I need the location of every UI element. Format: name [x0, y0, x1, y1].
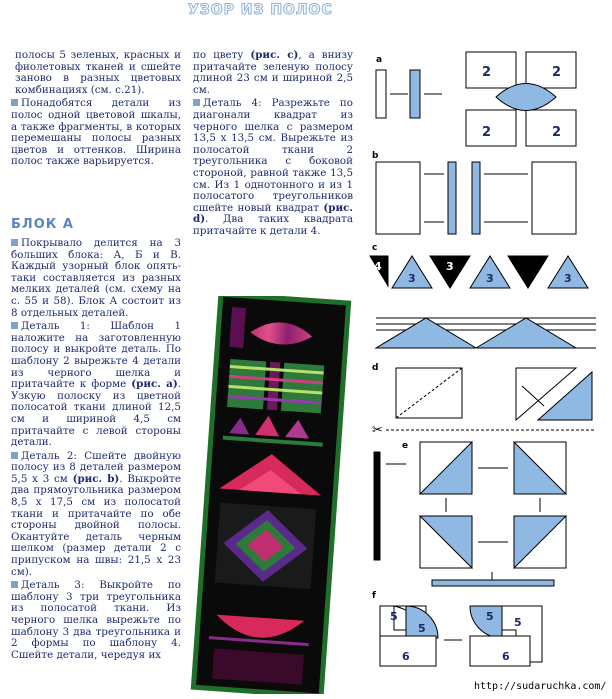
tip-paragraph: Понадобятся детали из полос одной цветовой шкалы, а также фрагменты, в которых перемешаны полосы разных цветов и оттенков. Ширина полос также варьируется. — [11, 97, 181, 168]
bullet-square-icon — [11, 99, 18, 106]
svg-text:2: 2 — [552, 125, 562, 140]
bullet-square-icon — [11, 322, 18, 329]
svg-text:3: 3 — [564, 272, 572, 285]
scissors-icon: ✂ — [372, 423, 383, 438]
figure-label-d: d — [372, 363, 379, 373]
svg-text:5: 5 — [418, 622, 426, 635]
paragraph-detail-3: Деталь 3: Выкройте по шаблону 3 три треугольника из полосатой ткани. Из черного шелка вырежьте по шаблону 3 два треугольника и 2 формы по шаблону 4. Сшейте детали, чередуя их — [11, 579, 181, 661]
bullet-square-icon — [11, 239, 18, 246]
page-header — [0, 0, 612, 26]
svg-text:3: 3 — [446, 260, 454, 273]
text-column-1 — [11, 50, 181, 170]
paragraph-blocks: Покрывало делится на 3 больших блока: А, Б и В. Каждый узорный блок опять-таки составляется из разных мелких деталей (см. схему на с. 55 и 58). Блок А состоит из 8 отдельных деталей. — [11, 237, 181, 319]
figure-label-f: f — [372, 591, 376, 601]
svg-text:4: 4 — [374, 260, 382, 273]
assembly-diagram — [366, 50, 606, 680]
svg-text:5: 5 — [390, 610, 398, 623]
figure-label-c: c — [372, 243, 378, 253]
svg-text:6: 6 — [502, 650, 510, 663]
svg-text:2: 2 — [482, 65, 492, 80]
figure-label-a: a — [376, 55, 383, 65]
section-heading-block-a: БЛОК А — [11, 217, 74, 232]
svg-text:5: 5 — [486, 610, 494, 623]
intro-paragraph: полосы 5 зеленых, красных и фиолетовых тканей и сшейте заново в разных цветовых комбинациях (см. с.21). — [15, 49, 181, 96]
paragraph-continued: по цвету (рис. c), а внизу притачайте зеленую полосу длиной 23 см и шириной 2,5 см. — [193, 49, 354, 96]
quilt-photo — [185, 296, 353, 694]
text-column-1-lower — [11, 238, 181, 663]
bullet-square-icon — [193, 99, 200, 106]
svg-text:2: 2 — [482, 125, 492, 140]
paragraph-detail-4: Деталь 4: Разрежьте по диагонали квадрат из черного шелка с размером 13,5 х 13,5 см. Вырежьте из полосатой ткани 2 треугольника с боковой стороной, равной также 13,5 см. Из 1 однотонного и из 1 полосатого треугольников сшейте новый квадрат (рис. d). Два таких квадрата притачайте к детали 4. — [193, 97, 353, 237]
svg-text:6: 6 — [402, 650, 410, 663]
page-title: УЗОР ИЗ ПОЛОС — [188, 2, 333, 18]
bullet-square-icon — [11, 452, 18, 459]
quilt-stripe-block — [227, 359, 324, 413]
svg-text:2: 2 — [552, 65, 562, 80]
svg-text:3: 3 — [486, 272, 494, 285]
bullet-square-icon — [11, 581, 18, 588]
svg-text:5: 5 — [514, 616, 522, 629]
text-column-2 — [193, 50, 353, 240]
paragraph-detail-1: Деталь 1: Шаблон 1 наложите на заготовленную полосу и выкройте деталь. По шаблону 2 вырежьте 4 детали из черного шелка и притачайте к форме (рис. a). Узкую полоску из цветной полосатой ткани длиной 12,5 см и шириной 4,5 см притачайте с левой стороны детали. — [11, 320, 182, 449]
paragraph-detail-2: Деталь 2: Сшейте двойную полосу из 8 деталей размером 5,5 х 3 см (рис. b). Выкройте два прямоугольника размером 8,5 х 17,5 см из полосатой ткани и притачайте по обе стороны двойной полосы. Окантуйте деталь черным шелком (размер детали 2 с припуском на швы: 21,5 х 23 см). — [11, 449, 181, 578]
source-url: http://sudaruchka.com/ — [474, 681, 607, 692]
svg-text:3: 3 — [408, 272, 416, 285]
figure-label-e: e — [402, 441, 409, 451]
figure-label-b: b — [372, 151, 379, 161]
